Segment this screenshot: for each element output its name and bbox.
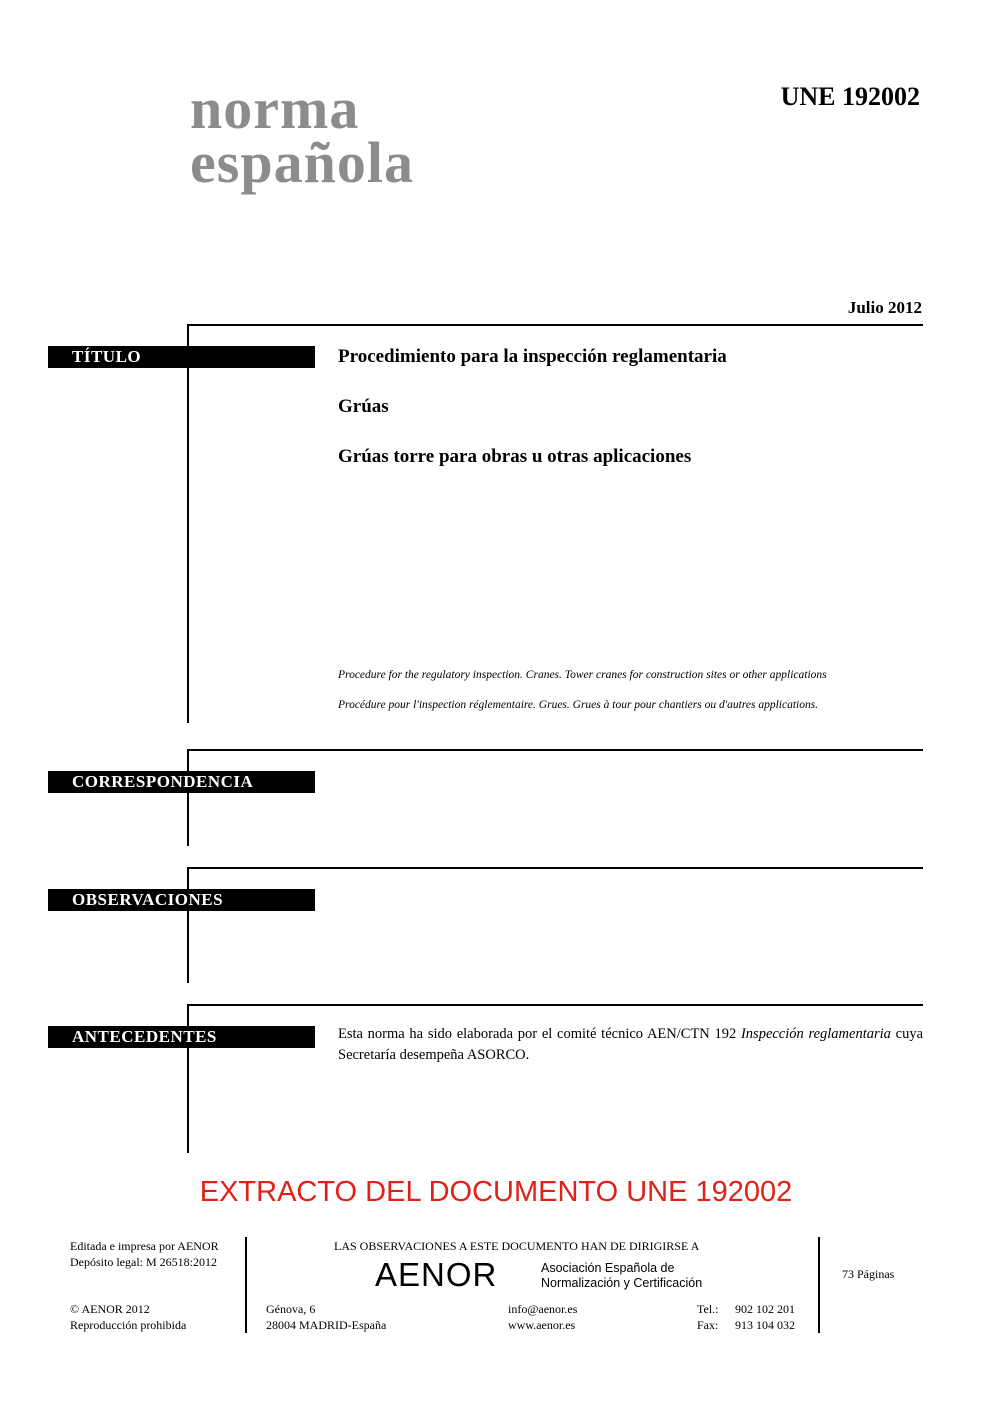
standard-code: UNE 192002 xyxy=(780,82,920,111)
contact-labels xyxy=(697,1301,719,1333)
contact-numbers xyxy=(735,1301,795,1333)
footer-publisher xyxy=(70,1238,219,1270)
edited-by: Editada e impresa por AENOR xyxy=(70,1239,219,1253)
title-english: Procedure for the regulatory inspection. Cranes. Tower cranes for construction sites or other applications xyxy=(338,669,827,681)
address-line-1: Génova, 6 xyxy=(266,1302,316,1316)
label-correspondencia: CORRESPONDENCIA xyxy=(48,771,315,793)
aenor-full-name xyxy=(541,1261,702,1291)
label-observaciones: OBSERVACIONES xyxy=(48,889,315,911)
divider-correspondencia xyxy=(187,749,923,751)
antecedentes-text-part-1: Esta norma ha sido elaborada por el comité técnico AEN/CTN 192 xyxy=(338,1026,741,1042)
brand-line-1: norma xyxy=(190,76,360,141)
footer-separator-right xyxy=(818,1237,820,1333)
brand-line-2: española xyxy=(190,130,414,195)
tel-number: 902 102 201 xyxy=(735,1302,795,1316)
antecedentes-text-part-2: cuya Secretaría desempeña ASORCO. xyxy=(338,1026,924,1063)
section-rule-observaciones xyxy=(187,867,189,983)
observations-note: LAS OBSERVACIONES A ESTE DOCUMENTO HAN DE DIRIGIRSE A xyxy=(334,1239,700,1253)
title-line-2: Grúas xyxy=(338,396,389,417)
committee-name: Inspección reglamentaria xyxy=(740,1026,891,1042)
fax-number: 913 104 032 xyxy=(735,1318,795,1332)
legal-deposit: Depósito legal: M 26518:2012 xyxy=(70,1255,217,1269)
title-line-1: Procedimiento para la inspección reglamentaria xyxy=(338,346,727,367)
page-count: 73 Páginas xyxy=(842,1267,895,1281)
org-name-line-1: Asociación Española de xyxy=(541,1261,675,1275)
publication-date: Julio 2012 xyxy=(847,298,922,317)
title-line-3: Grúas torre para obras u otras aplicaciones xyxy=(338,446,692,467)
label-antecedentes: ANTECEDENTES xyxy=(48,1026,315,1048)
website-link[interactable]: www.aenor.es xyxy=(508,1318,576,1332)
title-french: Procédure pour l'inspection réglementaire. Grues. Grues à tour pour chantiers ou d'autres applications. xyxy=(338,699,819,711)
extract-notice: EXTRACTO DEL DOCUMENTO UNE 192002 xyxy=(199,1176,793,1208)
section-rule-correspondencia xyxy=(187,749,189,846)
divider-observaciones xyxy=(187,867,923,869)
divider-antecedentes xyxy=(187,1004,923,1006)
email-link[interactable]: info@aenor.es xyxy=(508,1302,578,1316)
footer-copyright xyxy=(70,1301,186,1333)
fax-label: Fax: xyxy=(697,1318,719,1332)
aenor-logo: AENOR xyxy=(375,1256,498,1293)
label-titulo: TÍTULO xyxy=(48,346,315,368)
address xyxy=(266,1301,386,1333)
contact-online xyxy=(508,1301,577,1333)
divider-titulo xyxy=(187,324,923,326)
footer-separator-left xyxy=(245,1237,247,1333)
section-rule-titulo xyxy=(187,324,189,723)
tel-label: Tel.: xyxy=(697,1302,719,1316)
brand-title xyxy=(190,76,414,195)
reproduction-notice: Reproducción prohibida xyxy=(70,1318,187,1332)
copyright: © AENOR 2012 xyxy=(70,1302,150,1316)
antecedentes-text xyxy=(338,1024,923,1066)
org-name-line-2: Normalización y Certificación xyxy=(541,1276,703,1290)
address-line-2: 28004 MADRID-España xyxy=(266,1318,387,1332)
